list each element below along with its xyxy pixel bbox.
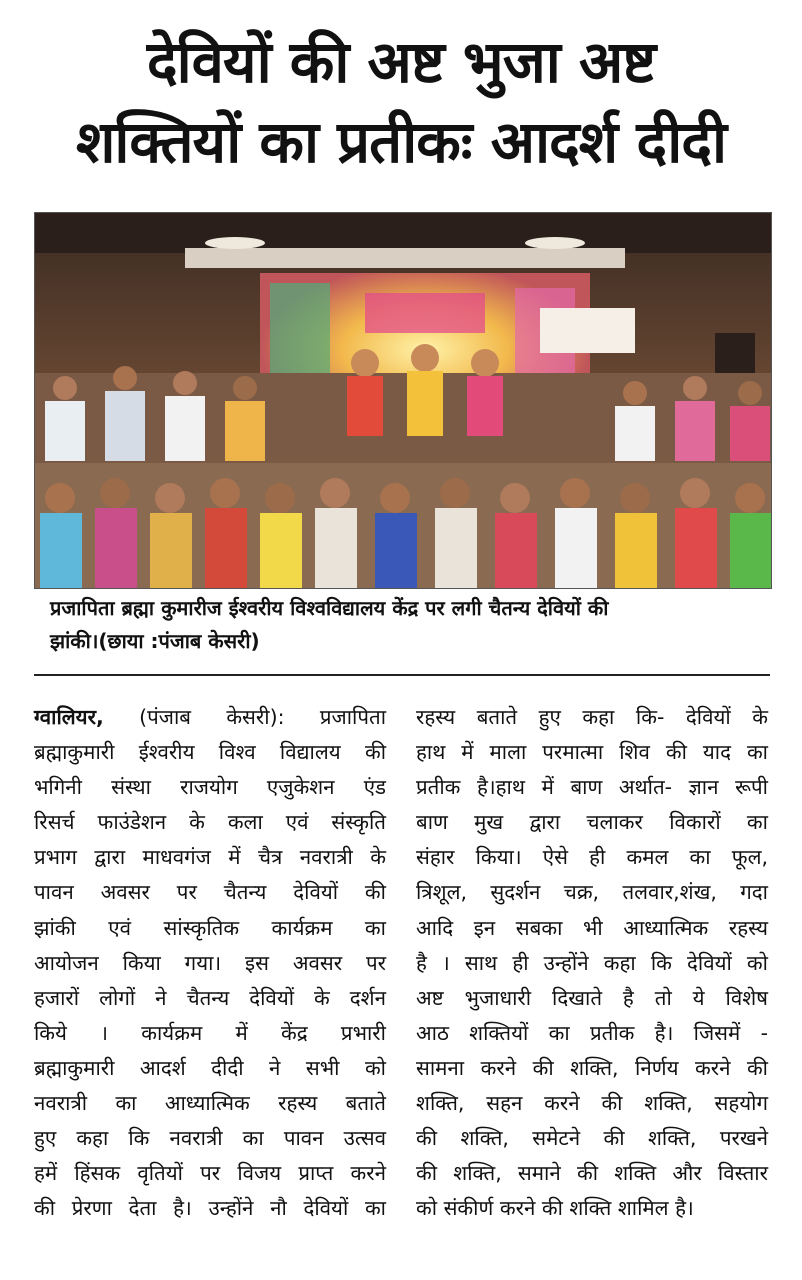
news-photo	[34, 212, 772, 589]
article-line: है । साथ ही उन्होंने कहा कि देवियों को	[416, 950, 768, 975]
article-line: ब्रह्माकुमारी ईश्वरीय विश्व विद्यालय की	[34, 740, 386, 765]
article-line: त्रिशूल, सुदर्शन चक्र, तलवार,शंख, गदा	[416, 880, 768, 905]
article-line: की शक्ति, समेटने की शक्ति, परखने	[416, 1126, 768, 1151]
dateline: ग्वालियर,	[34, 705, 104, 729]
photo-caption	[50, 592, 770, 658]
article-line: प्रभाग द्वारा माधवगंज में चैत्र नवरात्री के	[34, 845, 386, 870]
article-line: किये । कार्यक्रम में केंद्र प्रभारी	[34, 1020, 386, 1045]
article-line: की शक्ति, समाने की शक्ति और विस्तार	[416, 1161, 768, 1186]
article-line: की प्रेरणा देता है। उन्होंने नौ देवियों का	[34, 1196, 386, 1221]
article-line: हुए कहा कि नवरात्री का पावन उत्सव	[34, 1126, 386, 1151]
article-line-text: (पंजाब केसरी): प्रजापिता	[103, 705, 386, 729]
headline	[0, 22, 802, 182]
article-line: को संकीर्ण करने की शक्ति शामिल है।	[416, 1196, 694, 1221]
article-line: संहार किया। ऐसे ही कमल का फूल,	[416, 845, 768, 870]
headline-line-2: शक्तियों का प्रतीकः आदर्श दीदी	[75, 108, 727, 176]
article-line: भगिनी संस्था राजयोग एजुकेशन एंड	[34, 775, 386, 800]
article-line: पावन अवसर पर चैतन्य देवियों की	[34, 880, 386, 905]
caption-divider	[34, 674, 770, 676]
article-line: आयोजन किया गया। इस अवसर पर	[34, 950, 386, 975]
article-line: शक्ति, सहन करने की शक्ति, सहयोग	[416, 1091, 768, 1116]
headline-line-1: देवियों की अष्ट भुजा अष्ट	[146, 28, 656, 96]
article-line: सामना करने की शक्ति, निर्णय करने की	[416, 1055, 768, 1080]
article-line: रहस्य बताते हुए कहा कि- देवियों के	[416, 705, 768, 729]
article-line: झांकी एवं सांस्कृतिक कार्यक्रम का	[34, 915, 386, 940]
article-line: आदि इन सबका भी आध्यात्मिक रहस्य	[416, 915, 768, 940]
article-line: हजारों लोगों ने चैतन्य देवियों के दर्शन	[34, 985, 386, 1010]
article-line: आठ शक्तियों का प्रतीक है। जिसमें -	[416, 1020, 768, 1045]
article-line: रिसर्च फाउंडेशन के कला एवं संस्कृति	[34, 810, 386, 835]
article-line	[34, 700, 386, 735]
article-line: अष्ट भुजाधारी दिखाते है तो ये विशेष	[416, 985, 768, 1010]
article-column-left	[34, 700, 386, 1226]
caption-line-1: प्रजापिता ब्रह्मा कुमारीज ईश्वरीय विश्वविद्यालय केंद्र पर लगी चैतन्य देवियों की	[50, 596, 609, 620]
article-line: प्रतीक है।हाथ में बाण अर्थात- ज्ञान रूपी	[416, 775, 768, 800]
article-line: हमें हिंसक वृतियों पर विजय प्राप्त करने	[34, 1161, 386, 1186]
article-column-right	[416, 700, 768, 1226]
caption-line-2: झांकी।(छाया :पंजाब केसरी)	[50, 629, 260, 653]
article-line: बाण मुख द्वारा चलाकर विकारों का	[416, 810, 768, 835]
article-line: ब्रह्माकुमारी आदर्श दीदी ने सभी को	[34, 1055, 386, 1080]
article-line: हाथ में माला परमात्मा शिव की याद का	[416, 740, 768, 765]
article-line: नवरात्री का आध्यात्मिक रहस्य बताते	[34, 1091, 386, 1116]
group-photo-icon	[35, 213, 771, 588]
